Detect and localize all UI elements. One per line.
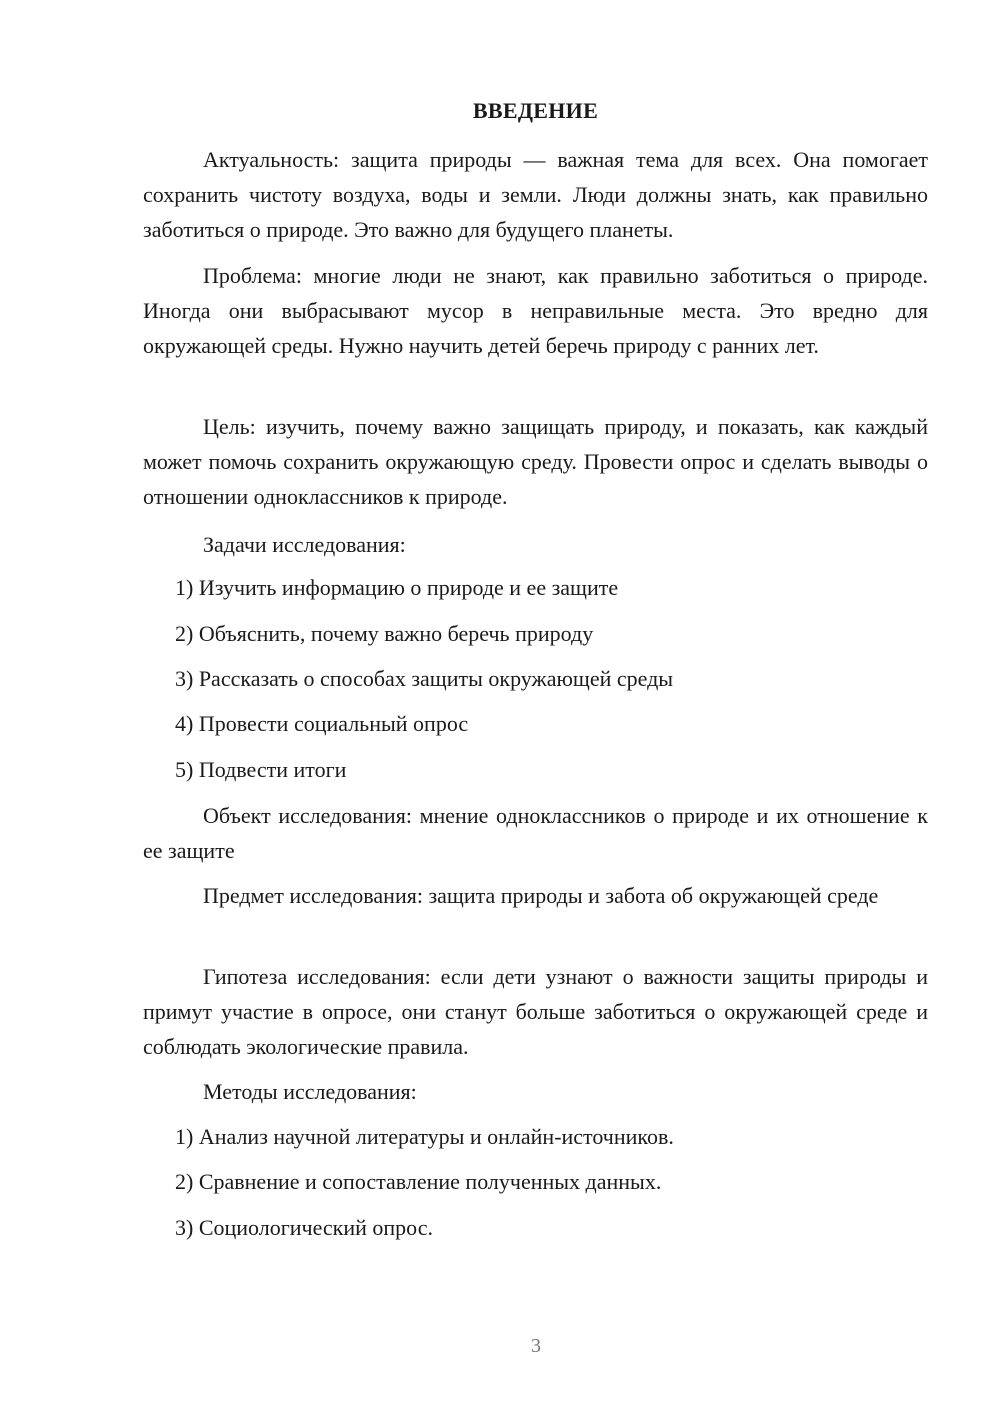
goal-paragraph: Цель: изучить, почему важно защищать природу, и показать, как каждый может помочь сохранить окружающую среду. Провести опрос и сделать выводы о отношении одноклассников к природе. xyxy=(143,414,928,509)
task-item-4: 4) Провести социальный опрос xyxy=(175,711,469,736)
task-item-5: 5) Подвести итоги xyxy=(175,757,347,782)
subject-paragraph: Предмет исследования: защита природы и забота об окружающей среде xyxy=(203,883,879,908)
tasks-heading: Задачи исследования: xyxy=(203,532,406,557)
task-item-1: 1) Изучить информацию о природе и ее защите xyxy=(175,575,619,600)
page-title: ВВЕДЕНИЕ xyxy=(472,98,599,123)
methods-heading: Методы исследования: xyxy=(203,1079,417,1104)
object-paragraph: Объект исследования: мнение одноклассников о природе и их отношение к ее защите xyxy=(143,803,928,863)
problem-paragraph: Проблема: многие люди не знают, как правильно заботиться о природе. Иногда они выбрасывают мусор в неправильные места. Это вредно для окружающей среды. Нужно научить детей беречь природу с ранних лет. xyxy=(143,263,928,358)
task-item-3: 3) Рассказать о способах защиты окружающей среды xyxy=(175,666,674,691)
hypothesis-paragraph: Гипотеза исследования: если дети узнают о важности защиты природы и примут участие в опросе, они станут больше заботиться о окружающей среде и соблюдать экологические правила. xyxy=(143,964,928,1059)
relevance-paragraph: Актуальность: защита природы — важная тема для всех. Она помогает сохранить чистоту воздуха, воды и земли. Люди должны знать, как правильно заботиться о природе. Это важно для будущего планеты. xyxy=(143,147,928,242)
method-item-1: 1) Анализ научной литературы и онлайн-источников. xyxy=(175,1124,674,1149)
task-item-2: 2) Объяснить, почему важно беречь природу xyxy=(175,621,594,646)
method-item-3: 3) Социологический опрос. xyxy=(175,1215,433,1240)
method-item-2: 2) Сравнение и сопоставление полученных данных. xyxy=(175,1169,662,1194)
page-number: 3 xyxy=(531,1335,541,1357)
